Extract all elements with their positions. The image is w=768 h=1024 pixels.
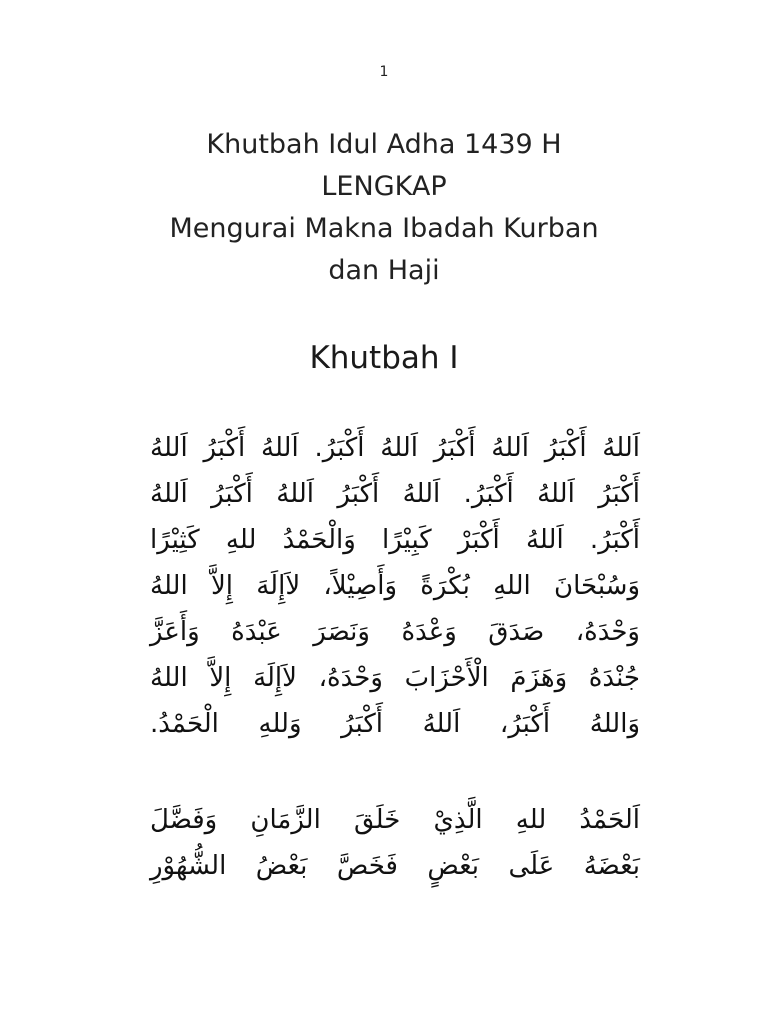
section-heading: Khutbah I bbox=[309, 340, 459, 376]
title-line: dan Haji bbox=[328, 255, 440, 286]
title-line: Khutbah Idul Adha 1439 H bbox=[206, 129, 562, 160]
arabic-line: أَكْبَرُ اَللهُ أَكْبَرُ. اَللهُ أَكْبَرُ اَللهُ أَكْبَرُ اَللهُ bbox=[150, 479, 640, 509]
arabic-line: جُنْدَهُ وَهَزَمَ الْأَحْزَابَ وَحْدَهُ، لاَإِلَهَ إِلاَّ اللهُ bbox=[150, 663, 640, 693]
document-title bbox=[130, 124, 638, 292]
page-number: 1 bbox=[379, 64, 389, 80]
title-line: LENGKAP bbox=[321, 171, 447, 202]
arabic-line: اَللهُ أَكْبَرُ اَللهُ أَكْبَرُ اَللهُ أَكْبَرُ. اَللهُ أَكْبَرُ اَللهُ bbox=[150, 433, 640, 463]
title-line: Mengurai Makna Ibadah Kurban bbox=[169, 213, 599, 244]
arabic-line: أَكْبَرُ. اَللهُ أَكْبَرْ كَبِيْرًا وَالْحَمْدُ للهِ كَثِيْرًا bbox=[150, 525, 640, 555]
arabic-line: وَسُبْحَانَ اللهِ بُكْرَةً وَأَصِيْلاً، لاَإِلَهَ إِلاَّ اللهُ bbox=[150, 571, 640, 601]
arabic-line: اَلحَمْدُ للهِ الَّذِيْ خَلَقَ الزَّمَانِ وَفَضَّلَ bbox=[150, 805, 640, 835]
arabic-paragraph-hamdalah bbox=[150, 797, 640, 889]
arabic-line: وَحْدَهُ، صَدَقَ وَعْدَهُ وَنَصَرَ عَبْدَهُ وَأَعَزَّ bbox=[150, 617, 640, 647]
arabic-line: بَعْضَهُ عَلَى بَعْضٍ فَخَصَّ بَعْضُ الشُّهُوْرِ bbox=[150, 851, 640, 881]
arabic-line: وَاللهُ أَكْبَرُ، اَللهُ أَكْبَرُ وَللهِ الْحَمْدُ. bbox=[150, 709, 640, 739]
arabic-paragraph-takbir bbox=[150, 425, 640, 747]
